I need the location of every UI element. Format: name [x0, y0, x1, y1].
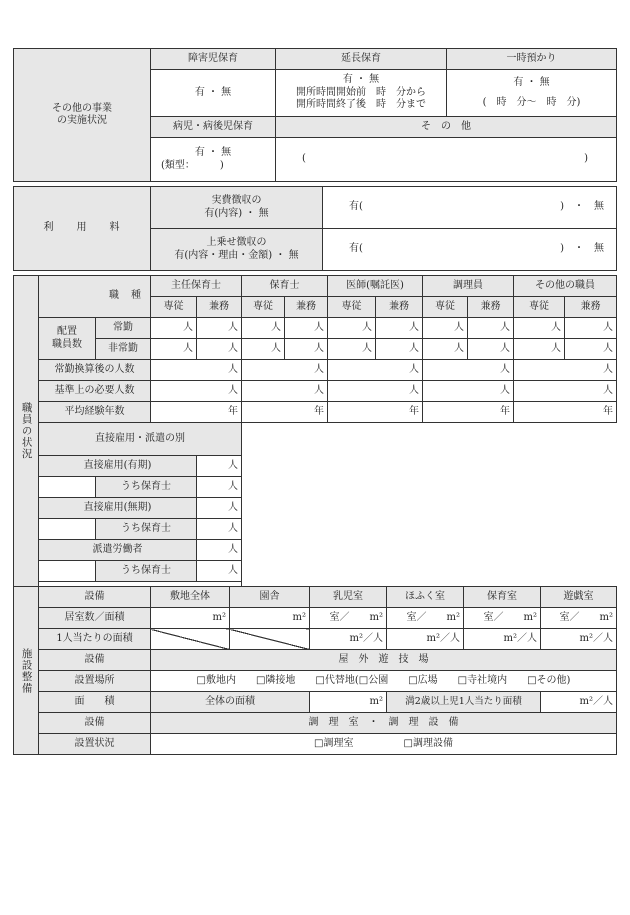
staff-count-cell: 人 [468, 318, 514, 339]
staff-table [13, 275, 617, 587]
fees-label: 利 用 料 [14, 187, 151, 271]
disabled-care-yes-no: 有 ・ 無 [151, 70, 276, 117]
direct-indef-label: 直接雇用(無期) [39, 498, 197, 519]
actual-cost-yes: 有( [349, 201, 363, 213]
per-person-cell: m²／人 [464, 629, 541, 650]
facility-table [13, 586, 617, 755]
fte-cell: 人 [242, 360, 328, 381]
required-cell: 人 [151, 381, 242, 402]
others-paren-close: ) [584, 153, 588, 165]
fte-cell: 人 [423, 360, 514, 381]
outdoor-playground-header: 屋 外 遊 技 場 [151, 650, 617, 671]
staff-count-cell: 人 [197, 318, 242, 339]
required-cell: 人 [242, 381, 328, 402]
extended-care-header: 延長保育 [276, 49, 447, 70]
location-label: 設置場所 [39, 671, 151, 692]
room-area-cell: 室／ m² [541, 608, 617, 629]
regular-label: 常勤 [96, 318, 151, 339]
per-person-cell: m²／人 [541, 629, 617, 650]
indent-spacer [39, 519, 96, 540]
fulltime-header: 専従 [514, 297, 565, 318]
actual-cost-content [323, 187, 617, 229]
facility-report-form [13, 48, 616, 755]
avg-exp-cell: 年 [328, 402, 423, 423]
disabled-child-care-header: 障害児保育 [151, 49, 276, 70]
staff-count-cell: 人 [565, 318, 617, 339]
avg-exp-cell: 年 [423, 402, 514, 423]
actual-cost-label [151, 187, 323, 229]
indent-spacer [39, 561, 96, 582]
per-child-area-cell: m²／人 [541, 692, 617, 713]
extended-yes-no: 有 ・ 無 [342, 74, 380, 86]
diagonal-cell [151, 629, 230, 650]
per-person-label: 1人当たりの面積 [39, 629, 151, 650]
others-content-cell [276, 138, 617, 182]
sick-care-type: (類型： ) [161, 159, 224, 171]
kitchen-header: 調 理 室 ・ 調 理 設 備 [151, 713, 617, 734]
staff-count-cell: 人 [423, 339, 468, 360]
actual-cost-line1: 実費徴収の [211, 195, 262, 206]
fulltime-header: 専従 [151, 297, 197, 318]
sick-care-yes-no: 有 ・ 無 [194, 147, 232, 158]
extended-start-time: 開所時間開始前 時 分から [296, 86, 426, 98]
role-cook: 調理員 [423, 276, 514, 297]
required-cell: 人 [328, 381, 423, 402]
staff-count-cell: 人 [328, 339, 376, 360]
direct-fixed-label: 直接雇用(有期) [39, 456, 197, 477]
indent-spacer [39, 477, 96, 498]
surcharge-yes: 有( [349, 243, 363, 255]
dual-role-header: 兼務 [285, 297, 328, 318]
staff-count-cell: 人 [376, 339, 423, 360]
fte-cell: 人 [151, 360, 242, 381]
staff-count-cell: 人 [242, 318, 285, 339]
dispatched-nursery-cell: 人 [197, 561, 242, 582]
direct-indef-cell: 人 [197, 498, 242, 519]
area-play-room: 遊戯室 [541, 587, 617, 608]
actual-cost-no: ) ・ 無 [560, 201, 604, 213]
total-area-cell: m² [310, 692, 387, 713]
staff-count-cell: 人 [151, 318, 197, 339]
area-nursery-room: 保育室 [464, 587, 541, 608]
surcharge-line2: 有(内容・理由・金額) ・ 無 [174, 249, 299, 261]
staff-count-cell: 人 [468, 339, 514, 360]
temporary-care-header: 一時預かり [447, 49, 617, 70]
indef-nursery-label: うち保育士 [96, 519, 197, 540]
staff-count-cell: 人 [423, 318, 468, 339]
fte-cell: 人 [328, 360, 423, 381]
building-area-cell: m² [230, 608, 310, 629]
rooms-area-label: 居室数／面積 [39, 608, 151, 629]
per-person-cell: m²／人 [310, 629, 387, 650]
area-site: 敷地全体 [151, 587, 230, 608]
total-area-label: 全体の面積 [151, 692, 310, 713]
fte-cell: 人 [514, 360, 617, 381]
temporary-yes-no: 有 ・ 無 [513, 76, 550, 88]
staff-count-cell: 人 [151, 339, 197, 360]
area-crawling-room: ほふく室 [387, 587, 464, 608]
direct-fixed-cell: 人 [197, 456, 242, 477]
required-cell: 人 [514, 381, 617, 402]
dual-role-header: 兼務 [468, 297, 514, 318]
staff-count-cell: 人 [285, 318, 328, 339]
avg-exp-cell: 年 [242, 402, 328, 423]
other-services-table [13, 48, 617, 182]
employment-type-header: 直接雇用・派遣の別 [39, 423, 242, 456]
room-area-cell: 室／ m² [387, 608, 464, 629]
job-type-header: 職 種 [39, 276, 151, 318]
equipment-label: 設備 [39, 713, 151, 734]
location-options: □敷地内 □隣接地 □代替地(□公園 □広場 □寺社境内 □その他) [151, 671, 617, 692]
equipment-label: 設備 [39, 650, 151, 671]
role-head-nurse: 主任保育士 [151, 276, 242, 297]
extended-end-time: 開所時間終了後 時 分まで [296, 99, 426, 111]
fees-table [13, 186, 617, 271]
room-area-cell: 室／ m² [464, 608, 541, 629]
dual-role-header: 兼務 [565, 297, 617, 318]
staff-section-label: 職員の状況 [14, 276, 39, 587]
fulltime-header: 専従 [328, 297, 376, 318]
per-person-cell: m²／人 [387, 629, 464, 650]
dual-role-header: 兼務 [197, 297, 242, 318]
actual-cost-line2: 有(内容) ・ 無 [204, 207, 269, 219]
surcharge-line1: 上乗せ徴収の [206, 237, 267, 248]
others-header: そ の 他 [276, 117, 617, 138]
others-paren-open: ( [302, 153, 306, 165]
role-doctor: 医師(嘱託医) [328, 276, 423, 297]
avg-exp-cell: 年 [514, 402, 617, 423]
sick-child-care-cell [151, 138, 276, 182]
staff-count-cell: 人 [328, 318, 376, 339]
kitchen-options: □調理室 □調理設備 [151, 734, 617, 755]
temporary-hours: ( 時 分〜 時 分) [482, 97, 581, 108]
staff-count-cell: 人 [376, 318, 423, 339]
site-area-cell: m² [151, 608, 230, 629]
staff-count-cell: 人 [514, 318, 565, 339]
fixed-nursery-cell: 人 [197, 477, 242, 498]
area-building: 園舎 [230, 587, 310, 608]
facility-section-label: 施設整備 [14, 587, 39, 755]
blank-area [242, 423, 617, 587]
role-nurse: 保育士 [242, 276, 328, 297]
area-infant-room: 乳児室 [310, 587, 387, 608]
dispatched-label: 派遣労働者 [39, 540, 197, 561]
indef-nursery-cell: 人 [197, 519, 242, 540]
room-area-cell: 室／ m² [310, 608, 387, 629]
placement-count-label: 配置 職員数 [39, 318, 96, 360]
dispatched-nursery-label: うち保育士 [96, 561, 197, 582]
surcharge-no: ) ・ 無 [560, 243, 604, 255]
equipment-label: 設備 [39, 587, 151, 608]
staff-count-cell: 人 [285, 339, 328, 360]
temporary-care-cell [447, 70, 617, 117]
staff-count-cell: 人 [197, 339, 242, 360]
avg-experience-label: 平均経験年数 [39, 402, 151, 423]
dual-role-header: 兼務 [376, 297, 423, 318]
dispatched-cell: 人 [197, 540, 242, 561]
staff-count-cell: 人 [242, 339, 285, 360]
fulltime-header: 専従 [242, 297, 285, 318]
surcharge-label [151, 229, 323, 271]
role-other-staff: その他の職員 [514, 276, 617, 297]
diagonal-cell [230, 629, 310, 650]
other-services-label: その他の事業 の実施状況 [14, 49, 151, 182]
area-label: 面 積 [39, 692, 151, 713]
fulltime-header: 専従 [423, 297, 468, 318]
avg-exp-cell: 年 [151, 402, 242, 423]
staff-count-cell: 人 [565, 339, 617, 360]
required-cell: 人 [423, 381, 514, 402]
sick-child-care-header: 病児・病後児保育 [151, 117, 276, 138]
staff-count-cell: 人 [514, 339, 565, 360]
status-label: 設置状況 [39, 734, 151, 755]
per-child-area-label: 満2歳以上児1人当たり面積 [387, 692, 541, 713]
fixed-nursery-label: うち保育士 [96, 477, 197, 498]
non-regular-label: 非常勤 [96, 339, 151, 360]
required-count-label: 基準上の必要人数 [39, 381, 151, 402]
fte-count-label: 常勤換算後の人数 [39, 360, 151, 381]
surcharge-content [323, 229, 617, 271]
extended-care-cell [276, 70, 447, 117]
